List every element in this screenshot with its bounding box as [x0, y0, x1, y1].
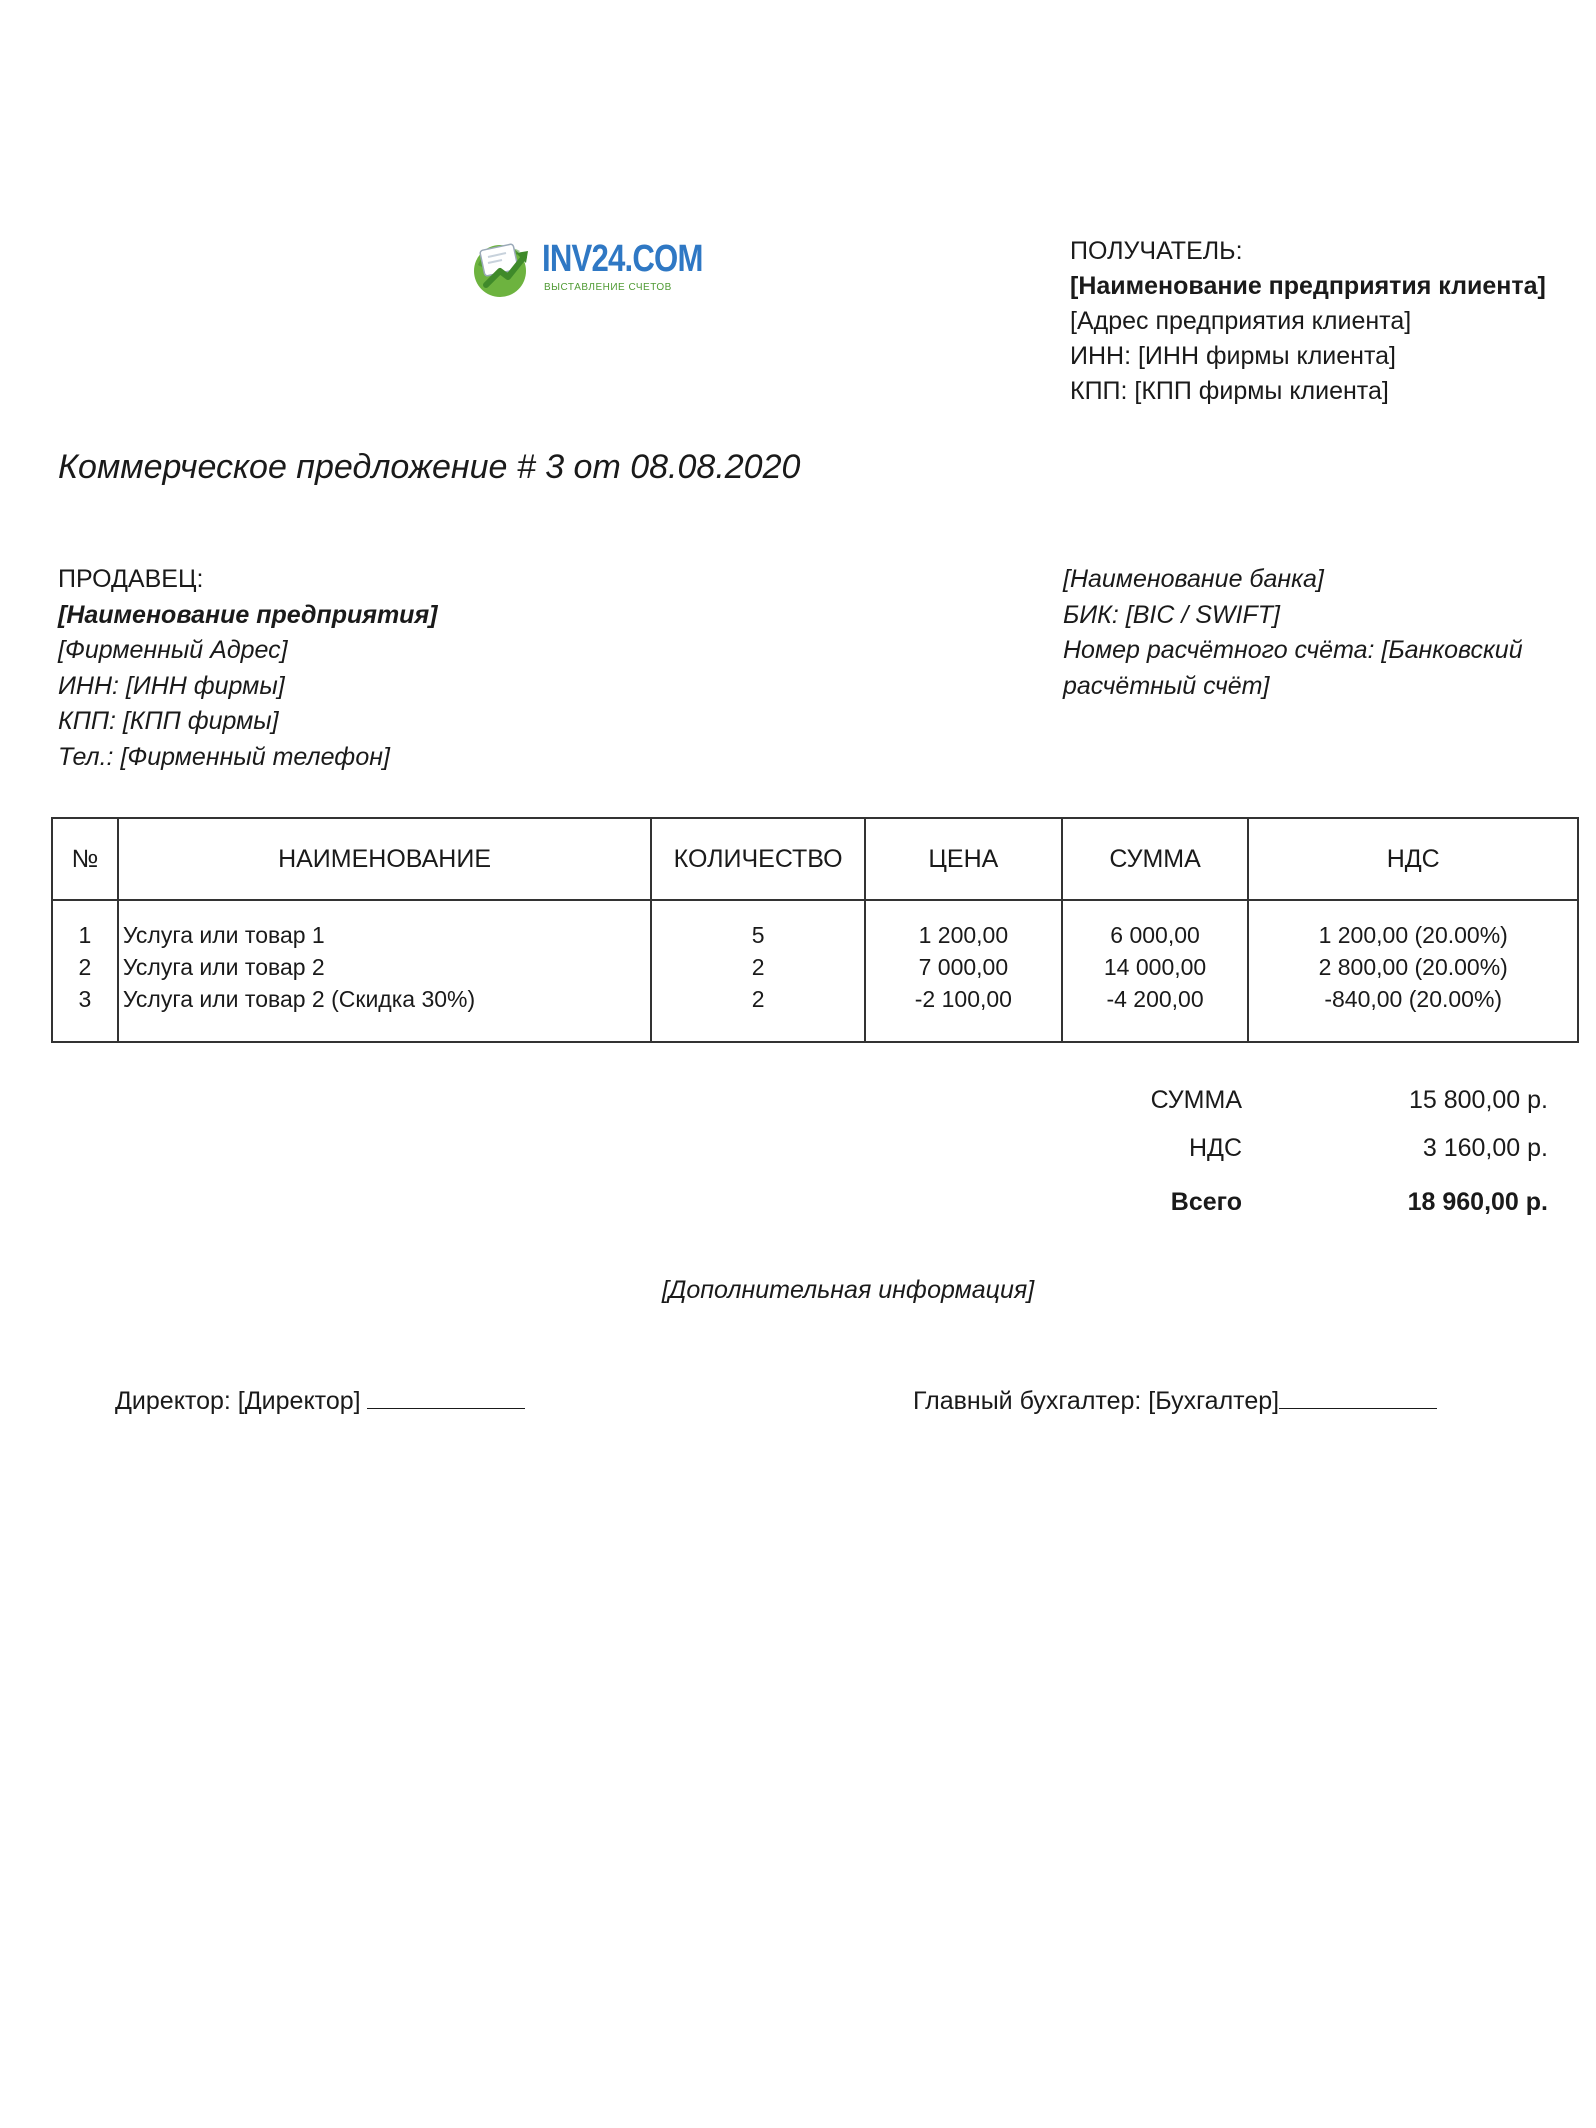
director-signature	[115, 1384, 525, 1416]
table-row	[52, 900, 1578, 1042]
header-num: №	[52, 818, 118, 900]
seller-address: [Фирменный Адрес]	[58, 636, 288, 664]
column-qty	[651, 900, 865, 1042]
row-num: 2	[78, 954, 92, 980]
column-sum	[1062, 900, 1249, 1042]
items-table	[51, 817, 1579, 1043]
row-name: Услуга или товар 1	[122, 922, 325, 948]
document-title: Коммерческое предложение # 3 от 08.08.2020	[58, 448, 801, 486]
totals-sum-row	[1000, 1086, 1560, 1134]
row-sum: -4 200,00	[1106, 986, 1204, 1012]
company-logo	[470, 232, 703, 302]
seller-block	[58, 562, 438, 775]
bank-block	[1063, 562, 1583, 704]
totals-sum-value: 15 800,00 р.	[1408, 1086, 1548, 1114]
recipient-inn: ИНН: [ИНН фирмы клиента]	[1070, 342, 1396, 370]
bank-account: Номер расчётного счёта: [Банковский расчётный счёт]	[1063, 636, 1523, 700]
row-qty: 2	[751, 954, 765, 980]
totals-block	[1000, 1086, 1560, 1236]
logo-title: INV24.COM	[542, 238, 703, 280]
row-sum: 14 000,00	[1103, 954, 1207, 980]
header-sum: СУММА	[1062, 818, 1249, 900]
seller-phone: Тел.: [Фирменный телефон]	[58, 742, 390, 771]
row-name: Услуга или товар 2	[122, 954, 325, 980]
recipient-name: [Наименование предприятия клиента]	[1070, 272, 1546, 300]
seller-kpp: КПП: [КПП фирмы]	[58, 707, 279, 735]
row-num: 3	[78, 986, 92, 1012]
row-price: 1 200,00	[918, 922, 1009, 948]
bank-name: [Наименование банка]	[1063, 565, 1324, 593]
row-name: Услуга или товар 2 (Скидка 30%)	[122, 986, 476, 1012]
bank-bik: БИК: [BIC / SWIFT]	[1063, 600, 1280, 629]
totals-vat-label: НДС	[1188, 1134, 1242, 1162]
column-num	[52, 900, 118, 1042]
header-price: ЦЕНА	[865, 818, 1062, 900]
chart-arrow-icon	[470, 235, 534, 299]
column-vat	[1248, 900, 1578, 1042]
header-qty: КОЛИЧЕСТВО	[651, 818, 865, 900]
row-qty: 5	[751, 922, 765, 948]
seller-inn: ИНН: [ИНН фирмы]	[58, 671, 285, 700]
table-header-row	[52, 818, 1578, 900]
column-name	[118, 900, 651, 1042]
seller-name: [Наименование предприятия]	[58, 600, 438, 629]
accountant-signature-line	[1279, 1384, 1437, 1409]
totals-vat-value: 3 160,00 р.	[1422, 1134, 1548, 1162]
recipient-block	[1070, 234, 1546, 409]
totals-total-label: Всего	[1170, 1188, 1242, 1216]
column-price	[865, 900, 1062, 1042]
row-qty: 2	[751, 986, 765, 1012]
recipient-kpp: КПП: [КПП фирмы клиента]	[1070, 377, 1389, 405]
accountant-signature	[913, 1384, 1437, 1416]
logo-subtitle: ВЫСТАВЛЕНИЕ СЧЕТОВ	[544, 282, 672, 293]
header-vat: НДС	[1248, 818, 1578, 900]
totals-vat-row	[1000, 1134, 1560, 1182]
seller-heading: ПРОДАВЕЦ:	[58, 565, 204, 593]
accountant-label: Главный бухгалтер: [Бухгалтер]	[913, 1387, 1280, 1415]
recipient-address: [Адрес предприятия клиента]	[1070, 307, 1412, 335]
row-sum: 6 000,00	[1110, 922, 1200, 948]
row-price: 7 000,00	[918, 954, 1009, 980]
row-vat: 2 800,00 (20.00%)	[1318, 954, 1508, 980]
row-vat: 1 200,00 (20.00%)	[1318, 922, 1508, 948]
director-signature-line	[367, 1384, 525, 1409]
recipient-heading: ПОЛУЧАТЕЛЬ:	[1070, 237, 1243, 265]
row-vat: -840,00 (20.00%)	[1324, 986, 1503, 1012]
totals-total-row	[1000, 1188, 1560, 1236]
header-name: НАИМЕНОВАНИЕ	[118, 818, 651, 900]
row-num: 1	[78, 922, 92, 948]
additional-info: [Дополнительная информация]	[661, 1276, 1035, 1304]
director-label: Директор: [Директор]	[115, 1387, 361, 1415]
totals-total-value: 18 960,00 р.	[1407, 1188, 1548, 1216]
totals-sum-label: СУММА	[1150, 1086, 1242, 1114]
row-price: -2 100,00	[914, 986, 1012, 1012]
